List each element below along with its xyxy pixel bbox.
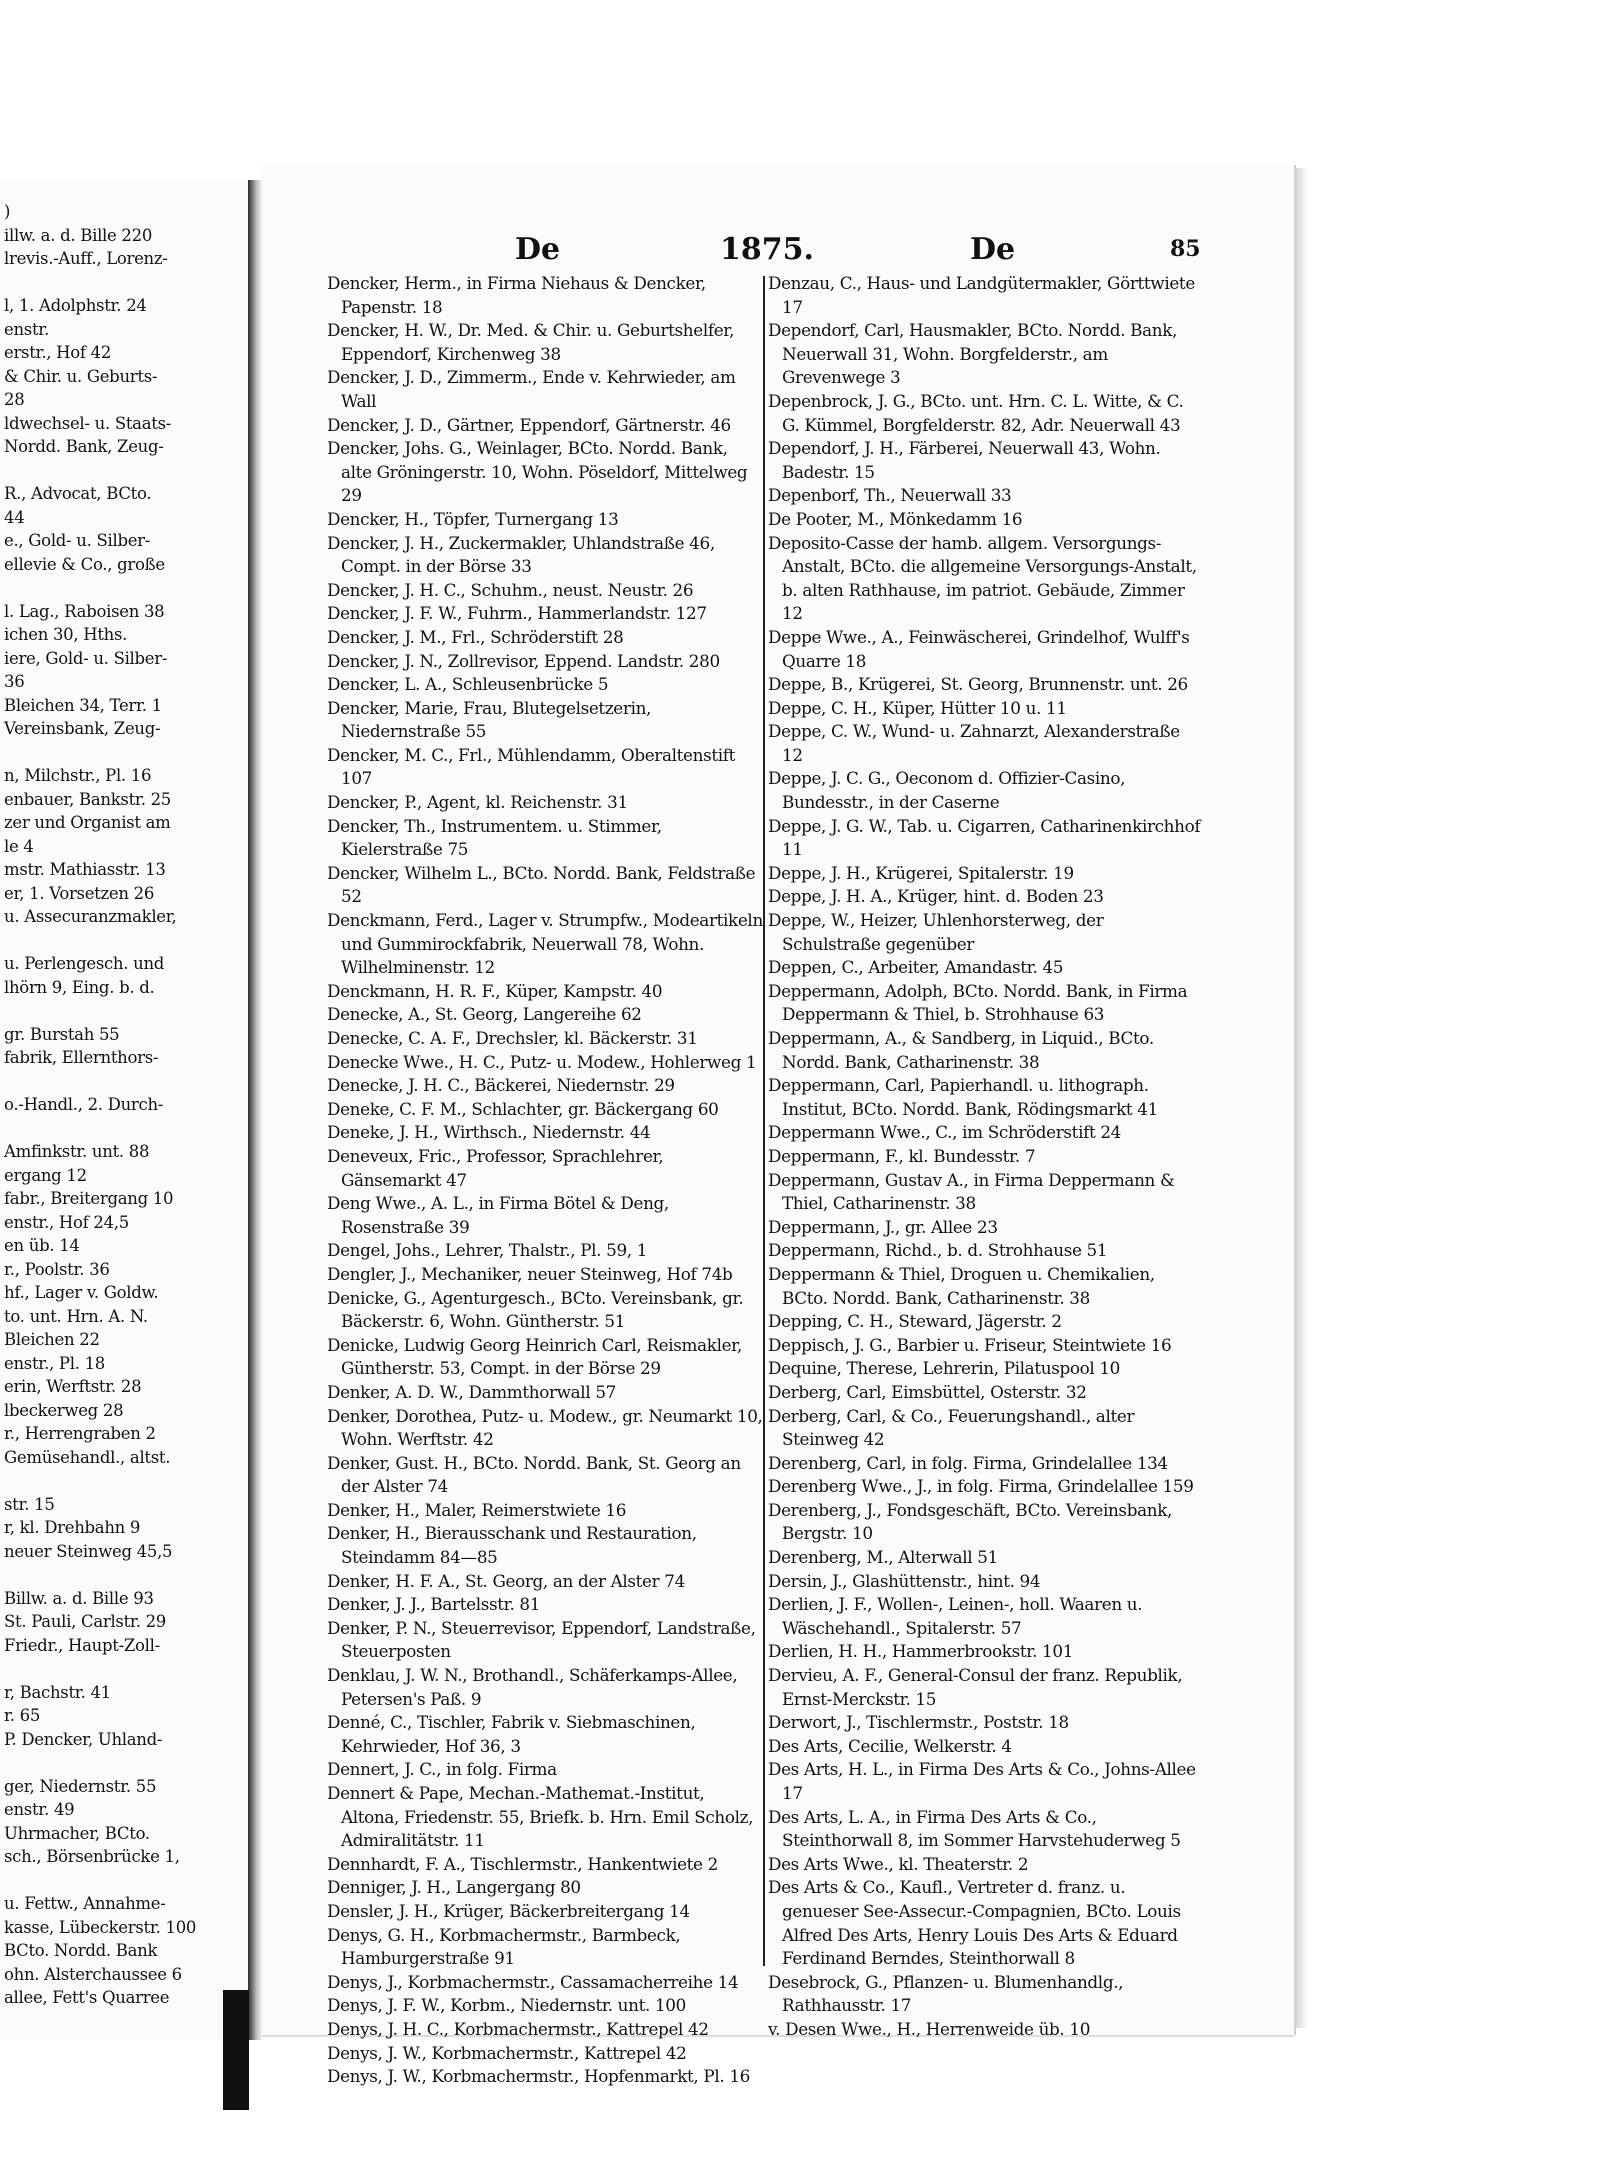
directory-entry: Deposito-Casse der hamb. allgem. Versorgungs-Anstalt, BCto. die allgemeine Versorgungs-Anstalt, b. alten Rathhause, im patriot. Gebäude, Zimmer 12 xyxy=(768,532,1197,624)
directory-entry: Dependorf, J. H., Färberei, Neuerwall 43, Wohn. Badestr. 15 xyxy=(768,438,1161,482)
directory-entry: Depenbrock, J. G., BCto. unt. Hrn. C. L. Witte, & C. G. Kümmel, Borgfelderstr. 82, Adr. Neuerwall 43 xyxy=(768,390,1184,435)
directory-entry: Derberg, Carl, & Co., Feuerungshandl., alter Steinweg 42 xyxy=(768,1405,1135,1450)
directory-entry: Derwort, J., Tischlermstr., Poststr. 18 xyxy=(768,1712,1069,1733)
left-page-fragment: Amfinkstr. unt. 88 xyxy=(4,1142,150,1161)
directory-entry: Dencker, J. M., Frl., Schröderstift 28 xyxy=(327,626,624,647)
left-page-fragment: BCto. Nordd. Bank xyxy=(4,1941,158,1960)
directory-entry: Deppermann, F., kl. Bundesstr. 7 xyxy=(768,1145,1036,1166)
running-head-left-keyword: De xyxy=(515,232,561,267)
directory-entry: Dependorf, Carl, Hausmakler, BCto. Nordd. Bank, Neuerwall 31, Wohn. Borgfelderstr., am Grevenwege 3 xyxy=(768,320,1178,388)
left-page-fragment: & Chir. u. Geburts- xyxy=(4,366,158,386)
directory-entry: Deneveux, Fric., Professor, Sprachlehrer, Gänsemarkt 47 xyxy=(327,1145,664,1190)
directory-entry: Denckmann, Ferd., Lager v. Strumpfw., Modeartikeln und Gummirockfabrik, Neuerwall 78, Wohn. Wilhelminenstr. 12 xyxy=(327,910,763,978)
directory-entry: Dencker, L. A., Schleusenbrücke 5 xyxy=(327,674,609,695)
left-page-fragment: Nordd. Bank, Zeug- xyxy=(4,437,164,456)
left-page-fragment: ellevie & Co., große xyxy=(4,554,165,574)
directory-entry: Denys, G. H., Korbmachermstr., Barmbeck, Hamburgerstraße 91 xyxy=(327,1924,681,1969)
directory-entry: Dencker, J. H. C., Schuhm., neust. Neustr. 26 xyxy=(327,579,694,600)
book-gutter xyxy=(248,180,262,2040)
directory-entry: De Pooter, M., Mönkedamm 16 xyxy=(768,508,1023,529)
left-page-fragment: e., Gold- u. Silber- xyxy=(4,531,151,550)
running-head-year: 1875. xyxy=(720,232,814,267)
directory-entry: Dencker, H., Töpfer, Turnergang 13 xyxy=(327,508,619,529)
directory-entry: Dencker, J. N., Zollrevisor, Eppend. Landstr. 280 xyxy=(327,650,720,671)
directory-entry: Des Arts, L. A., in Firma Des Arts & Co., Steinthorwall 8, im Sommer Harvstehuderweg 5 xyxy=(768,1806,1181,1851)
left-page-fragment: 44 xyxy=(4,507,25,527)
directory-entry: Dersin, J., Glashüttenstr., hint. 94 xyxy=(768,1570,1041,1591)
directory-entry: Derenberg, Carl, in folg. Firma, Grindelallee 134 xyxy=(768,1452,1168,1473)
directory-entry: Denckmann, H. R. F., Küper, Kampstr. 40 xyxy=(327,980,663,1001)
left-page-fragment: 28 xyxy=(4,390,25,409)
left-page-fragment: ergang 12 xyxy=(4,1165,87,1185)
directory-entry: Des Arts Wwe., kl. Theaterstr. 2 xyxy=(768,1853,1029,1874)
left-page-fragment: enstr., Pl. 18 xyxy=(4,1353,105,1373)
directory-entry: Deneke, C. F. M., Schlachter, gr. Bäckergang 60 xyxy=(327,1098,719,1119)
directory-entry: Denniger, J. H., Langergang 80 xyxy=(327,1877,581,1898)
directory-entry: Dencker, J. H., Zuckermakler, Uhlandstraße 46, Compt. in der Börse 33 xyxy=(327,532,715,577)
left-page-fragment: ) xyxy=(4,202,11,221)
directory-entry: Dencker, M. C., Frl., Mühlendamm, Oberaltenstift 107 xyxy=(327,744,735,789)
directory-entry: Deppe Wwe., A., Feinwäscherei, Grindelhof, Wulff's Quarre 18 xyxy=(768,626,1190,671)
directory-entry: Derlien, H. H., Hammerbrookstr. 101 xyxy=(768,1641,1074,1662)
left-page-fragment: ldwechsel- u. Staats- xyxy=(4,413,172,433)
left-page-fragment: kasse, Lübeckerstr. 100 xyxy=(4,1917,197,1937)
directory-entry: Deppermann & Thiel, Droguen u. Chemikalien, BCto. Nordd. Bank, Catharinenstr. 38 xyxy=(768,1263,1155,1308)
directory-entry: Denker, P. N., Steuerrevisor, Eppendorf, Landstraße, Steuerposten xyxy=(327,1617,756,1662)
directory-entry: Dencker, H. W., Dr. Med. & Chir. u. Geburtshelfer, Eppendorf, Kirchenweg 38 xyxy=(327,320,735,364)
left-page-fragment: neuer Steinweg 45,5 xyxy=(4,1541,173,1561)
directory-entry: Denker, H., Bierausschank und Restauration, Steindamm 84—85 xyxy=(327,1523,697,1568)
directory-entry: Dennert, J. C., in folg. Firma xyxy=(327,1759,557,1780)
left-page-fragment: erin, Werftstr. 28 xyxy=(4,1377,142,1396)
left-page-fragment: n, Milchstr., Pl. 16 xyxy=(4,766,152,785)
left-page-fragment: o.-Handl., 2. Durch- xyxy=(4,1095,164,1114)
directory-entry: Deppe, J. G. W., Tab. u. Cigarren, Catharinenkirchhof 11 xyxy=(768,815,1201,860)
directory-entry: Dencker, P., Agent, kl. Reichenstr. 31 xyxy=(327,792,628,813)
directory-entry: Denys, J., Korbmachermstr., Cassamacherreihe 14 xyxy=(327,1971,739,1992)
directory-entry: Denecke Wwe., H. C., Putz- u. Modew., Hohlerweg 1 xyxy=(327,1051,757,1072)
directory-entry: Des Arts, Cecilie, Welkerstr. 4 xyxy=(768,1735,1012,1756)
left-page-fragment: hf., Lager v. Goldw. xyxy=(4,1283,159,1302)
directory-entry: Deppermann, Richd., b. d. Strohhause 51 xyxy=(768,1240,1108,1261)
left-page-fragment: Friedr., Haupt-Zoll- xyxy=(4,1635,160,1655)
directory-entry: Dencker, Johs. G., Weinlager, BCto. Nordd. Bank, alte Gröningerstr. 10, Wohn. Pöseldorf, Mittelweg 29 xyxy=(327,438,748,506)
directory-entry: Dencker, Herm., in Firma Niehaus & Dencker, Papenstr. 18 xyxy=(327,273,706,317)
left-page-fragment: u. Assecuranzmakler, xyxy=(4,907,177,926)
directory-column-right xyxy=(768,272,1204,2039)
left-page-fragment: u. Fettw., Annahme- xyxy=(4,1894,166,1913)
directory-entry: Dengel, Johs., Lehrer, Thalstr., Pl. 59, 1 xyxy=(327,1240,648,1261)
directory-entry: Dencker, J. D., Zimmerm., Ende v. Kehrwieder, am Wall xyxy=(327,367,736,411)
left-page-fragment: r., Poolstr. 36 xyxy=(4,1259,110,1279)
directory-entry: Denker, A. D. W., Dammthorwall 57 xyxy=(327,1381,616,1402)
directory-entry: Denys, J. W., Korbmachermstr., Kattrepel 42 xyxy=(327,2042,687,2063)
left-page-fragment: Billw. a. d. Bille 93 xyxy=(4,1588,154,1608)
directory-entry: Densler, J. H., Krüger, Bäckerbreitergang 14 xyxy=(327,1900,690,1921)
directory-entry: Denys, J. H. C., Korbmachermstr., Kattrepel 42 xyxy=(327,2018,709,2039)
left-page-fragment: en üb. 14 xyxy=(4,1236,80,1255)
directory-entry: Derlien, J. F., Wollen-, Leinen-, holl. Waaren u. Wäschehandl., Spitalerstr. 57 xyxy=(768,1594,1143,1638)
directory-entry: Deneke, J. H., Wirthsch., Niedernstr. 44 xyxy=(327,1122,651,1143)
left-page-fragment: r, kl. Drehbahn 9 xyxy=(4,1518,141,1537)
directory-entry: Denecke, A., St. Georg, Langereihe 62 xyxy=(327,1004,642,1025)
running-head-right-keyword: De xyxy=(970,232,1016,267)
directory-entry: Denecke, C. A. F., Drechsler, kl. Bäckerstr. 31 xyxy=(327,1028,698,1048)
directory-entry: Dennert & Pape, Mechan.-Mathemat.-Institut, Altona, Friedenstr. 55, Briefk. b. Hrn. Emil Scholz, Admiralitätstr. 11 xyxy=(327,1783,754,1851)
directory-entry: Denicke, Ludwig Georg Heinrich Carl, Reismakler, Güntherstr. 53, Compt. in der Börse 29 xyxy=(327,1334,742,1379)
directory-entry: Dencker, J. D., Gärtner, Eppendorf, Gärtnerstr. 46 xyxy=(327,414,731,435)
left-page-fragment: le 4 xyxy=(4,836,34,856)
directory-entry: v. Desen Wwe., H., Herrenweide üb. 10 xyxy=(768,2018,1091,2039)
directory-entry: Derenberg, M., Alterwall 51 xyxy=(768,1547,998,1568)
directory-entry: Derenberg, J., Fondsgeschäft, BCto. Vereinsbank, Bergstr. 10 xyxy=(768,1499,1172,1544)
directory-entry: Deppe, B., Krügerei, St. Georg, Brunnenstr. unt. 26 xyxy=(768,674,1188,695)
directory-entry: Deppermann, J., gr. Allee 23 xyxy=(768,1216,998,1237)
column-divider xyxy=(763,276,765,1966)
left-page-fragment: Bleichen 34, Terr. 1 xyxy=(4,695,162,715)
left-page-fragment: l, 1. Adolphstr. 24 xyxy=(4,296,147,315)
directory-entry: Denzau, C., Haus- und Landgütermakler, Görttwiete 17 xyxy=(768,273,1195,317)
left-page-fragment: r. 65 xyxy=(4,1706,41,1725)
directory-entry: Dervieu, A. F., General-Consul der franz. Republik, Ernst-Merckstr. 15 xyxy=(768,1665,1183,1709)
left-page-fragment: ohn. Alsterchaussee 6 xyxy=(4,1964,182,1984)
left-page xyxy=(0,180,253,2040)
directory-entry: Denker, H. F. A., St. Georg, an der Alster 74 xyxy=(327,1570,685,1591)
directory-entry: Dennhardt, F. A., Tischlermstr., Hankentwiete 2 xyxy=(327,1853,718,1874)
left-page-fragment: Gemüsehandl., altst. xyxy=(4,1447,171,1467)
left-page-fragment: r., Herrengraben 2 xyxy=(4,1424,156,1443)
left-page-fragment: er, 1. Vorsetzen 26 xyxy=(4,883,155,903)
directory-entry: Denné, C., Tischler, Fabrik v. Siebmaschinen, Kehrwieder, Hof 36, 3 xyxy=(327,1712,696,1756)
directory-entry: Des Arts, H. L., in Firma Des Arts & Co., Johns-Allee 17 xyxy=(768,1759,1196,1803)
directory-entry: Dequine, Therese, Lehrerin, Pilatuspool 10 xyxy=(768,1358,1121,1379)
left-page-fragment: enstr., Hof 24,5 xyxy=(4,1212,129,1232)
directory-entry: Deng Wwe., A. L., in Firma Bötel & Deng, Rosenstraße 39 xyxy=(327,1193,669,1237)
left-page-fragment: mstr. Mathiasstr. 13 xyxy=(4,860,166,879)
directory-entry: Des Arts & Co., Kaufl., Vertreter d. franz. u. genueser See-Assecur.-Compagnien, BCto. Louis Alfred Des Arts, Henry Louis Des Arts & Eduard Ferdinand Berndes, Steinthorwall 8 xyxy=(768,1877,1181,1969)
left-page-fragment: illw. a. d. Bille 220 xyxy=(4,225,153,245)
directory-entry: Dencker, Marie, Frau, Blutegelsetzerin, Niedernstraße 55 xyxy=(327,697,652,742)
directory-entry: Denker, J. J., Bartelsstr. 81 xyxy=(327,1594,541,1615)
left-page-fragment: ichen 30, Hths. xyxy=(4,625,128,644)
directory-entry: Deppe, W., Heizer, Uhlenhorsterweg, der Schulstraße gegenüber xyxy=(768,910,1104,954)
directory-entry: Deppermann, Gustav A., in Firma Deppermann & Thiel, Catharinenstr. 38 xyxy=(768,1169,1175,1214)
directory-entry: Deppen, C., Arbeiter, Amandastr. 45 xyxy=(768,957,1064,978)
left-page-fragment: enstr. 49 xyxy=(4,1800,75,1819)
left-page-fragment: fabr., Breitergang 10 xyxy=(4,1189,174,1208)
directory-entry: Deppisch, J. G., Barbier u. Friseur, Steintwiete 16 xyxy=(768,1334,1172,1355)
left-page-fragment: r, Bachstr. 41 xyxy=(4,1682,111,1702)
directory-entry: Deppe, C. H., Küper, Hütter 10 u. 11 xyxy=(768,697,1067,718)
left-page-fragment: erstr., Hof 42 xyxy=(4,343,112,362)
left-page-fragment: zer und Organist am xyxy=(4,813,171,832)
directory-entry: Denys, J. F. W., Korbm., Niedernstr. unt. 100 xyxy=(327,1995,686,2016)
directory-entry: Denker, H., Maler, Reimerstwiete 16 xyxy=(327,1499,627,1520)
left-page-fragment: fabrik, Ellernthors- xyxy=(4,1048,159,1067)
left-page-fragment: allee, Fett's Quarree xyxy=(4,1988,170,2007)
left-page-fragment: lrevis.-Auff., Lorenz- xyxy=(4,249,168,268)
left-page-fragment: P. Dencker, Uhland- xyxy=(4,1729,163,1749)
left-page-fragment: lbeckerweg 28 xyxy=(4,1400,124,1420)
left-page-fragment: u. Perlengesch. und xyxy=(4,954,165,973)
left-page-fragment: lhörn 9, Eing. b. d. xyxy=(4,977,155,997)
left-page-fragment: 36 xyxy=(4,672,25,691)
left-page-fragment: sch., Börsenbrücke 1, xyxy=(4,1847,180,1866)
directory-entry: Deppermann, A., & Sandberg, in Liquid., BCto. Nordd. Bank, Catharinenstr. 38 xyxy=(768,1028,1154,1072)
directory-entry: Dencker, J. F. W., Fuhrm., Hammerlandstr. 127 xyxy=(327,603,707,624)
left-page-fragment: gr. Burstah 55 xyxy=(4,1024,120,1044)
directory-entry: Derberg, Carl, Eimsbüttel, Osterstr. 32 xyxy=(768,1381,1087,1402)
directory-entry: Denecke, J. H. C., Bäckerei, Niedernstr. 29 xyxy=(327,1075,675,1096)
directory-entry: Denker, Dorothea, Putz- u. Modew., gr. Neumarkt 10, Wohn. Werftstr. 42 xyxy=(327,1405,763,1450)
directory-entry: Depenborf, Th., Neuerwall 33 xyxy=(768,485,1012,506)
left-page-fragment: Bleichen 22 xyxy=(4,1330,100,1349)
directory-column-left xyxy=(327,272,763,2087)
left-page-fragment: to. unt. Hrn. A. N. xyxy=(4,1306,148,1326)
directory-entry: Deppermann Wwe., C., im Schröderstift 24 xyxy=(768,1122,1121,1143)
directory-entry: Derenberg Wwe., J., in folg. Firma, Grindelallee 159 xyxy=(768,1476,1194,1497)
left-page-fragment: str. 15 xyxy=(4,1494,55,1514)
directory-entry: Deppermann, Carl, Papierhandl. u. lithograph. Institut, BCto. Nordd. Bank, Rödingsmarkt 41 xyxy=(768,1075,1158,1119)
directory-entry: Deppe, J. H., Krügerei, Spitalerstr. 19 xyxy=(768,862,1074,883)
left-page-fragment: Uhrmacher, BCto. xyxy=(4,1823,150,1843)
left-page-fragment: Vereinsbank, Zeug- xyxy=(4,719,161,738)
left-page-fragment: ger, Niedernstr. 55 xyxy=(4,1776,157,1796)
left-page-fragment: R., Advocat, BCto. xyxy=(4,484,152,503)
left-page-fragment: enstr. xyxy=(4,319,50,339)
directory-entry: Denker, Gust. H., BCto. Nordd. Bank, St. Georg an der Alster 74 xyxy=(327,1452,741,1497)
left-page-fragment: enbauer, Bankstr. 25 xyxy=(4,789,171,809)
directory-entry: Depping, C. H., Steward, Jägerstr. 2 xyxy=(768,1311,1062,1332)
page-number: 85 xyxy=(1170,236,1201,262)
directory-entry: Deppe, J. C. G., Oeconom d. Offizier-Casino, Bundesstr., in der Caserne xyxy=(768,768,1126,813)
directory-entry: Deppe, C. W., Wund- u. Zahnarzt, Alexanderstraße 12 xyxy=(768,721,1180,765)
directory-entry: Deppe, J. H. A., Krüger, hint. d. Boden 23 xyxy=(768,886,1104,907)
left-page-fragment: St. Pauli, Carlstr. 29 xyxy=(4,1612,166,1631)
left-page-fragment: iere, Gold- u. Silber- xyxy=(4,648,168,668)
directory-entry: Dencker, Th., Instrumentem. u. Stimmer, Kielerstraße 75 xyxy=(327,815,662,860)
left-page-fragment: l. Lag., Raboisen 38 xyxy=(4,601,165,621)
directory-entry: Deppermann, Adolph, BCto. Nordd. Bank, in Firma Deppermann & Thiel, b. Strohhause 63 xyxy=(768,980,1188,1025)
bookmark-ribbon xyxy=(223,1990,249,2110)
page-edge xyxy=(1294,168,1308,2028)
directory-entry: Dengler, J., Mechaniker, neuer Steinweg, Hof 74b xyxy=(327,1263,733,1284)
directory-entry: Denys, J. W., Korbmachermstr., Hopfenmarkt, Pl. 16 xyxy=(327,2066,750,2087)
directory-entry: Dencker, Wilhelm L., BCto. Nordd. Bank, Feldstraße 52 xyxy=(327,862,756,907)
directory-entry: Desebrock, G., Pflanzen- u. Blumenhandlg., Rathhausstr. 17 xyxy=(768,1971,1124,2016)
directory-entry: Denicke, G., Agenturgesch., BCto. Vereinsbank, gr. Bäckerstr. 6, Wohn. Güntherstr. 51 xyxy=(327,1287,744,1332)
directory-entry: Denklau, J. W. N., Brothandl., Schäferkamps-Allee, Petersen's Paß. 9 xyxy=(327,1665,738,1709)
